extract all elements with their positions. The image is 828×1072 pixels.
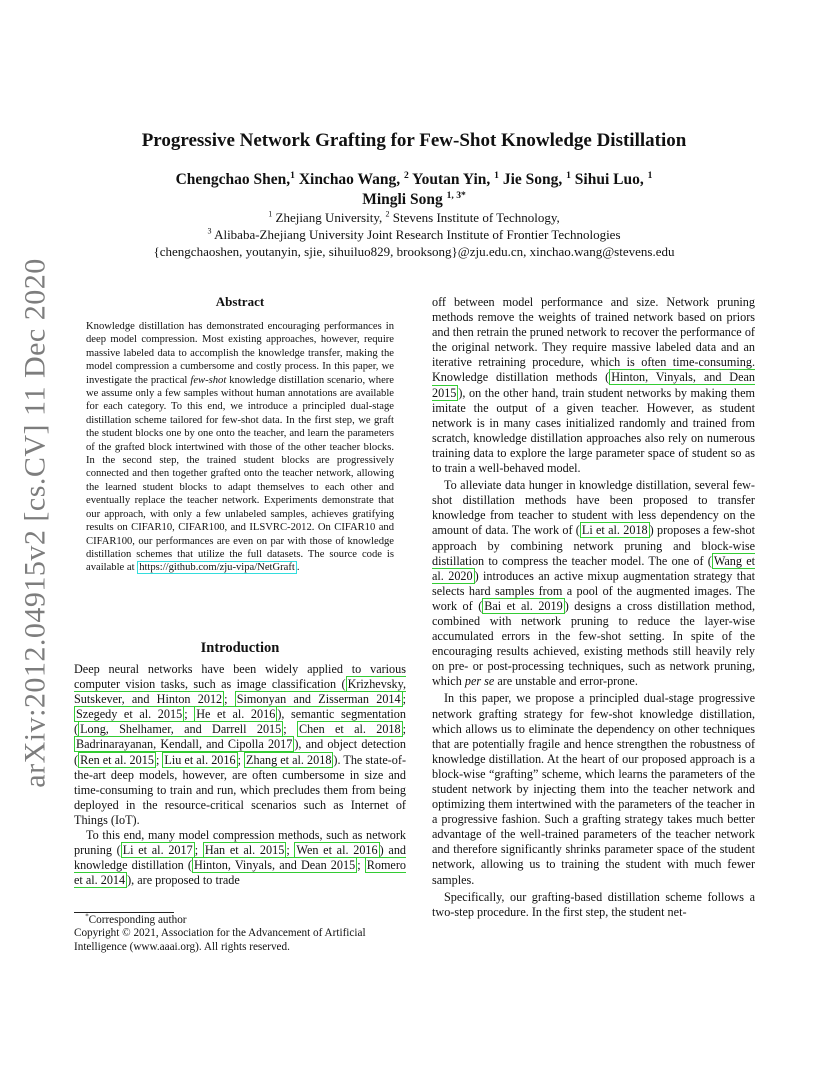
source-code-link[interactable]: https://github.com/zju-vipa/NetGraft: [139, 562, 295, 574]
text: are unstable and error-prone.: [494, 674, 638, 689]
abstract-text: Knowledge distillation has demonstrated encouraging performances in deep model compression. Most existing approaches, however, require massive labeled data to accomplish the knowledge transfer, making the model compression a cumbersome and costly process. In this paper, we investigate the practical: [86, 321, 394, 386]
text: To this end, many model compression methods, such as network pruning (: [74, 828, 406, 858]
citation-link[interactable]: Han et al. 2015: [204, 843, 285, 858]
citation-link[interactable]: Chen et al. 2018: [298, 722, 401, 737]
affil-mark: 2: [385, 209, 390, 219]
citation-link[interactable]: Ren et al. 2015: [80, 752, 154, 767]
abstract-heading: Abstract: [215, 294, 265, 309]
arxiv-identifier-stamp: [12, 258, 60, 788]
citation-link[interactable]: He et al. 2016: [196, 707, 276, 722]
author-affil-mark: 1, 3*: [446, 189, 466, 201]
citation-link[interactable]: Hinton, Vinyals, and Dean 2015: [432, 370, 755, 400]
author-affil-mark: 1: [566, 169, 571, 181]
text: ;: [402, 722, 406, 737]
paragraph: [432, 478, 755, 689]
author-affil-mark: 1: [290, 169, 295, 181]
affiliation-text: Alibaba-Zhejiang University Joint Research Institute of Frontier Technologies: [214, 227, 621, 242]
author-name: Youtan Yin,: [412, 171, 491, 188]
text: ;: [184, 707, 195, 722]
footnote-text: Corresponding author: [88, 914, 187, 926]
author-list: [74, 170, 754, 210]
corresponding-author-note: [74, 914, 406, 927]
copyright-notice: Copyright © 2021, Association for the Advancement of Artificial Intelligence (www.aaai.org). All rights reserved.: [74, 927, 366, 953]
text: ), are proposed to trade: [127, 873, 240, 888]
text: ;: [155, 752, 163, 767]
affiliation-line: [74, 226, 754, 243]
author-affil-mark: 2: [404, 169, 409, 181]
citation-link[interactable]: Bai et al. 2019: [484, 598, 563, 613]
text: Deep neural networks have been widely applied to various computer vision tasks, such as image classification (: [74, 662, 406, 692]
arxiv-identifier-text: arXiv:2012.04915v2 [cs.CV] 11 Dec 2020: [19, 258, 52, 788]
introduction-heading: Introduction: [200, 640, 280, 656]
paragraph: Specifically, our grafting-based distillation scheme follows a two-step procedure. In the first step, the student net-: [432, 889, 755, 919]
author-name: Xinchao Wang,: [298, 171, 401, 188]
text: ), semantic segmentation (: [74, 707, 406, 737]
text: ;: [357, 858, 365, 873]
author-affil-mark: 1: [647, 169, 653, 181]
author-name: Chengchao Shen,: [175, 171, 291, 188]
paragraph: [432, 295, 755, 476]
footnote-mark: *: [85, 912, 89, 921]
citation-link[interactable]: Szegedy et al. 2015: [76, 707, 183, 722]
text: ) designs a cross distillation method, combined with network pruning to reduce the layer-wise accumulated errors in the few-shot setting. In spite of the encouraging results achieved, existing methods still heavily rely on pre- or post-processing techniques, such as network pruning, which: [432, 598, 756, 689]
author-emails: {chengchaoshen, youtanyin, sjie, sihuiluo829, brooksong}@zju.edu.cn, xinchao.wang@stevens.edu: [153, 244, 675, 259]
introduction-body: [74, 662, 406, 888]
citation-link[interactable]: Li et al. 2018: [581, 523, 648, 538]
text: ;: [402, 692, 407, 707]
text: ), and object detection (: [74, 737, 406, 767]
citation-link[interactable]: Liu et al. 2016: [164, 752, 236, 767]
citation-link[interactable]: Long, Shelhamer, and Darrell 2015: [80, 722, 282, 737]
text: To alleviate data hunger in knowledge distillation, several few-shot distillation methods have been proposed to transfer knowledge from teacher to student with less dependency on the amount of data. The work of (: [432, 478, 755, 538]
abstract-text: .: [296, 562, 300, 574]
text: ) proposes a few-shot approach by combining network pruning and block-wise distillation to compress the teacher model. The one of (: [432, 523, 755, 568]
paper-title: Progressive Network Grafting for Few-Shot Knowledge Distillation: [141, 130, 687, 151]
abstract-body: [86, 320, 394, 575]
paragraph: [74, 662, 406, 828]
text: ), on the other hand, train student networks by making them imitate the output of a given teacher. However, as student network is in many cases initialized randomly and trained from scratch, knowledge distillation approaches also rely on numerous training data to explore the large parameter space of student so as to train a well-behaved model.: [432, 385, 755, 476]
text: ;: [237, 752, 245, 767]
right-column-body: [432, 295, 755, 920]
affiliation-text: Stevens Institute of Technology,: [392, 210, 560, 225]
footnote-divider: [74, 912, 174, 913]
citation-link[interactable]: Romero et al. 2014: [74, 858, 406, 888]
citation-link[interactable]: Hinton, Vinyals, and Dean 2015: [193, 858, 356, 873]
paragraph: In this paper, we propose a principled dual-stage progressive network grafting strategy for few-shot knowledge distillation, which allows us to eliminate the dependency on other techniques that are potentially fragile and hence strengthen the robustness of knowledge distillation. At the heart of our proposed approach is a block-wise “grafting” scheme, which learns the parameters of the student network by injecting them into the teacher network and optimizing them intertwined with the parameters of the teacher in a progressive fashion. Such a grafting strategy takes much better advantage of the well-trained parameters of the teacher network and therefore significantly shrinks parameter space of the student network, allowing us to training the student with much fewer samples.: [432, 691, 755, 887]
text: ) introduces an active mixup augmentation strategy that selects hard samples from a pool of the augmented images. The work of (: [432, 568, 756, 613]
affil-mark: 1: [268, 209, 273, 219]
affiliation-text: Zhejiang University,: [275, 210, 383, 225]
footnote: [74, 914, 406, 954]
text: ) and knowledge distillation (: [74, 843, 407, 873]
text: ;: [194, 843, 203, 858]
citation-link[interactable]: Simonyan and Zisserman 2014: [236, 692, 401, 707]
abstract-text: knowledge distillation scenario, where we assume only a few samples without human annotations are available for each category. To this end, we introduce a principled dual-stage distillation scheme tailored for few-shot data. In the first step, we graft the student blocks one by one onto the teacher, and learn the parameters of the grafted block intertwined with those of the other teacher blocks. In the second step, the trained student blocks are progressively connected and then together grafted onto the teacher network, allowing the learned student blocks to adapt themselves to each other and eventually replace the teacher network. Experiments demonstrate that our approach, with only a few unlabeled samples, achieves gratifying results on CIFAR10, CIFAR100, and ILSVRC-2012. On CIFAR10 and CIFAR100, our performances are even on par with those of knowledge distillation schemes that utilize the full datasets. The source code is available at: [86, 374, 394, 574]
author-name: Sihui Luo,: [574, 171, 644, 188]
affiliation-line: [74, 209, 754, 226]
text: ;: [224, 692, 235, 707]
author-affil-mark: 1: [494, 169, 499, 181]
citation-link[interactable]: Wen et al. 2016: [296, 843, 378, 858]
affiliations: [74, 209, 754, 260]
text: off between model performance and size. Network pruning methods remove the weights of trained network based on priors and then retrain the pruned network to recover the performance of the original network. They require massive labeled data and an iterative retraining procedure, which is often time-consuming. Knowledge distillation methods (: [432, 295, 755, 385]
citation-link[interactable]: Wang et al. 2020: [432, 553, 755, 583]
text: ). The state-of-the-art deep models, however, are often cumbersome in size and time-consuming to train and run, which precludes them from being deployed in the resource-critical scenarios such as Internet of Things (IoT).: [74, 752, 407, 827]
citation-link[interactable]: Badrinarayanan, Kendall, and Cipolla 2017: [76, 737, 293, 752]
text: ;: [286, 843, 295, 858]
citation-link[interactable]: Zhang et al. 2018: [246, 752, 332, 767]
paragraph: [74, 828, 406, 888]
author-name: Mingli Song: [362, 191, 443, 208]
citation-link[interactable]: Krizhevsky, Sutskever, and Hinton 2012: [74, 677, 406, 707]
citation-link[interactable]: Li et al. 2017: [122, 843, 193, 858]
abstract-emphasis: few-shot: [190, 374, 227, 386]
affil-mark: 3: [207, 226, 212, 236]
emphasis: per se: [464, 674, 495, 689]
text: ;: [283, 722, 297, 737]
author-name: Jie Song,: [502, 171, 563, 188]
